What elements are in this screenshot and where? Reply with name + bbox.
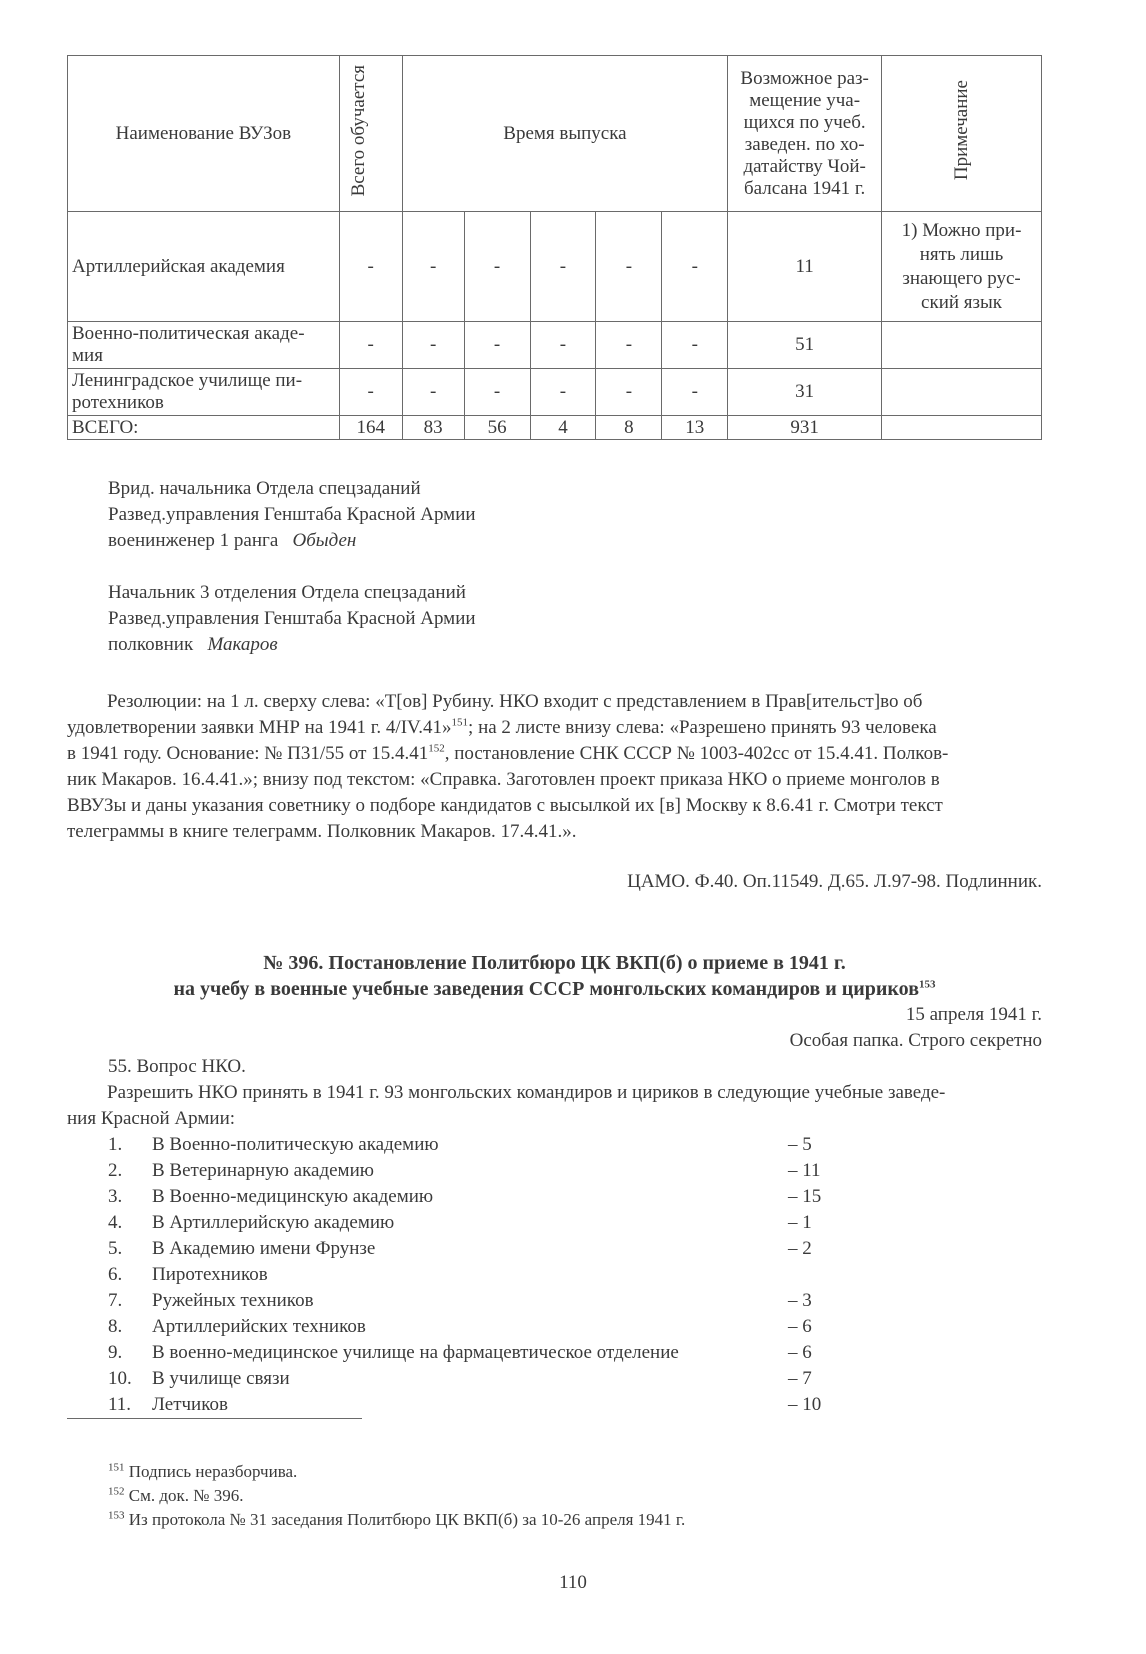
signature-rank: полковник: [108, 634, 194, 655]
signature-name: Макаров: [207, 634, 278, 655]
cell-grad: 56: [464, 416, 530, 440]
cell-grad: -: [662, 369, 728, 416]
institution-list: [108, 1132, 848, 1418]
cell-grad: -: [464, 369, 530, 416]
cell-total: -: [339, 322, 402, 369]
list-item: 9. В военно-медицинское училище на фармацевтическое отделение – 6: [108, 1342, 812, 1363]
document-intro: Разрешить НКО принять в 1941 г. 93 монгольских командиров и цириков в следующие учебные заведе- ния Красной Армии:: [67, 1082, 946, 1129]
table-row: [68, 322, 1042, 369]
document-date: 15 апреля 1941 г.: [905, 1004, 1042, 1025]
list-item: 6. Пиротехников: [108, 1264, 268, 1285]
list-item: 3. В Военно-медицинскую академию – 15: [108, 1186, 822, 1207]
list-item: 2. В Ветеринарную академию – 11: [108, 1160, 821, 1181]
cell-note: 1) Можно при- нять лишь знающего рус- ский язык: [882, 212, 1042, 322]
total-label: ВСЕГО:: [68, 416, 340, 440]
cell-grad: -: [464, 212, 530, 322]
cell-grad: -: [596, 369, 662, 416]
cell-grad: 4: [530, 416, 596, 440]
header-placement: Возможное раз- мещение уча- щихся по учеб. заведен. по хо- датайству Чой- балсана 1941 г.: [728, 56, 882, 212]
cell-grad: 8: [596, 416, 662, 440]
archive-reference: ЦАМО. Ф.40. Оп.11549. Д.65. Л.97-98. Подлинник.: [627, 871, 1042, 892]
cell-note: [882, 416, 1042, 440]
cell-grad: -: [402, 322, 464, 369]
resolutions-paragraph: Резолюции: на 1 л. сверху слева: «Т[ов] Рубину. НКО входит с представлением в Прав[ительст]во об удовлетворении заявки МНР на 1941 г. 4/IV.41»$^{151}$; на 2 листе внизу слева: «Разрешено принять 93 человека в 1941 году. Основание: № П31/55 от 15.4.41$^{152}$, постановление СНК СССР № 1003-402сс от 15.4.41. Полков- ник Макаров. 16.4.41.»; внизу под текстом: «Справка. Заготовлен проект приказа НКО о приеме монголов в ВВУЗы и даны указания советнику о подборе кандидатов с высылкой их [в] Москву к 8.6.41 г. Смотри текст телеграммы в книге телеграмм. Полковник Макаров. 17.4.41.».: [67, 691, 949, 842]
header-note: Примечание: [882, 56, 1042, 212]
signature-block-2: Начальник 3 отделения Отдела спецзаданий Развед.управления Генштаба Красной Армии полковник Макаров: [108, 582, 476, 655]
cell-grad: -: [464, 322, 530, 369]
list-item: 10. В училище связи – 7: [108, 1368, 812, 1389]
document-title: № 396. Постановление Политбюро ЦК ВКП(б) о приеме в 1941 г. на учебу в военные учебные заведения СССР монгольских командиров и цириков$^{153}$: [173, 952, 936, 1000]
cell-total: 164: [339, 416, 402, 440]
cell-grad: -: [662, 212, 728, 322]
signature-block-1: Врид. начальника Отдела спецзаданий Развед.управления Генштаба Красной Армии военинженер 1 ранга Обыден: [108, 478, 476, 551]
cell-grad: 13: [662, 416, 728, 440]
page-number: 110: [559, 1572, 587, 1593]
list-item: 7. Ружейных техников – 3: [108, 1290, 812, 1311]
footnote-ref[interactable]: 153: [919, 978, 936, 991]
header-total: Всего обучается: [339, 56, 402, 212]
cell-total: -: [339, 369, 402, 416]
cell-grad: -: [596, 212, 662, 322]
question-heading: 55. Вопрос НКО.: [108, 1056, 246, 1077]
list-item: 8. Артиллерийских техников – 6: [108, 1316, 812, 1337]
footnote: $^{151}$ Подпись неразборчива.: [108, 1461, 298, 1481]
list-item: 4. В Артиллерийскую академию – 1: [108, 1212, 812, 1233]
cell-grad: -: [530, 212, 596, 322]
footnote-ref[interactable]: 151: [451, 716, 469, 729]
header-name: Наименование ВУЗов: [68, 56, 340, 212]
cell-placement: 11: [728, 212, 882, 322]
list-item: 5. В Академию имени Фрунзе – 2: [108, 1238, 812, 1259]
signature-name: Обыден: [292, 530, 357, 551]
cell-grad: 83: [402, 416, 464, 440]
universities-table: [67, 55, 1042, 440]
footnote-ref[interactable]: 152: [428, 742, 445, 755]
cell-note: [882, 322, 1042, 369]
document-classification: Особая папка. Строго секретно: [789, 1030, 1042, 1051]
footnotes: [108, 1460, 685, 1532]
table-header-row: [68, 56, 1042, 212]
header-graduation: Время выпуска: [402, 56, 728, 212]
table-total-row: [68, 416, 1042, 440]
cell-placement: 31: [728, 369, 882, 416]
cell-grad: -: [402, 369, 464, 416]
list-item: 1. В Военно-политическую академию – 5: [108, 1134, 812, 1155]
footnote: $^{152}$ См. док. № 396.: [108, 1485, 244, 1505]
row-name: Ленинградское училище пи- ротехников: [68, 369, 340, 416]
cell-placement: 51: [728, 322, 882, 369]
cell-total: -: [339, 212, 402, 322]
table-row: [68, 369, 1042, 416]
cell-grad: -: [596, 322, 662, 369]
footnote: $^{153}$ Из протокола № 31 заседания Политбюро ЦК ВКП(б) за 10-26 апреля 1941 г.: [108, 1509, 686, 1529]
cell-note: [882, 369, 1042, 416]
cell-placement: 931: [728, 416, 882, 440]
table-row: [68, 212, 1042, 322]
row-name: Военно-политическая акаде- мия: [68, 322, 340, 369]
footnote-divider: [67, 1418, 362, 1419]
cell-grad: -: [530, 322, 596, 369]
cell-grad: -: [662, 322, 728, 369]
signature-rank: военинженер 1 ранга: [108, 530, 279, 551]
list-item: 11. Летчиков – 10: [108, 1394, 822, 1415]
cell-grad: -: [402, 212, 464, 322]
row-name: Артиллерийская академия: [68, 212, 340, 322]
cell-grad: -: [530, 369, 596, 416]
